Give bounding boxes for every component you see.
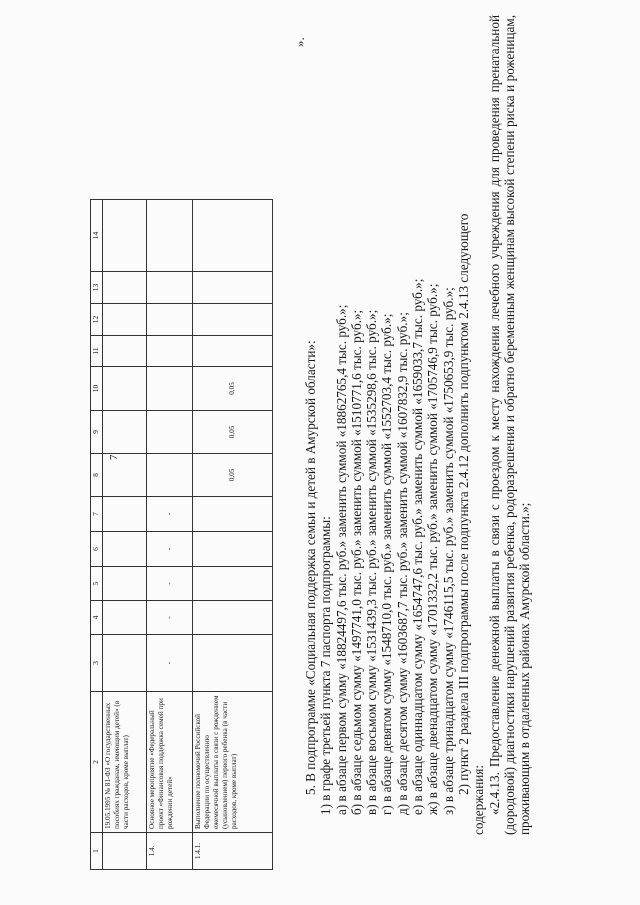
paragraph: е) в абзаце одиннадцатом сумму «1654747,6 тыс. руб.» заменить суммой «1659033,7 тыс. руб.»; [410, 278, 426, 815]
row-name: Выполнение полномочий Российской Федерации по осуществлению ежемесячной выплаты в связи с рождением (усыновлением) первого ребенка (в части расходов, кроме выплат) [193, 692, 273, 833]
header-cell: 6 [91, 532, 103, 567]
header-cell: 3 [91, 635, 103, 692]
row-name: Основное мероприятие «Федеральный проект «Финансовая поддержка семей при рождении детей» [147, 692, 193, 833]
row-name: 19.05.1995 № 81-ФЗ «О государственных пособиях гражданам, имеющим детей» (в части расходов, кроме выплат) [103, 692, 147, 833]
table-row [147, 200, 193, 870]
header-cell: 1 [91, 833, 103, 870]
header-cell: 12 [91, 304, 103, 336]
value-cell [193, 532, 273, 567]
value-cell [193, 272, 273, 304]
value-cell [147, 454, 193, 497]
page-number: 7 [108, 454, 120, 460]
value-cell [147, 411, 193, 454]
header-cell: 5 [91, 567, 103, 601]
value-cell: 0,05 [193, 454, 273, 497]
value-cell [193, 635, 273, 692]
paragraph: д) в абзаце десятом сумму «1603687,7 тыс. руб.» заменить суммой «1607832,9 тыс. руб.»; [394, 312, 410, 815]
paragraph: ж) в абзаце двенадцатом сумму «1701332,2 тыс. руб.» заменить суммой «1705746,9 тыс. руб.»; [425, 283, 441, 815]
value-cell [193, 200, 273, 272]
value-cell [147, 367, 193, 411]
paragraph: 1) в графе третьей пункта 7 паспорта подпрограммы: [318, 516, 334, 815]
value-cell [103, 367, 147, 411]
paragraph: 5. В подпрограмме «Социальная поддержка семьи и детей в Амурской области»: [303, 340, 318, 795]
row-code [103, 833, 147, 870]
header-cell: 14 [91, 200, 103, 272]
paragraph: б) в абзаце седьмом сумму «1497741,0 тыс. руб.» заменить суммой «1510771,6 тыс. руб.»; [348, 309, 364, 815]
header-cell: 7 [91, 497, 103, 532]
value-cell [193, 304, 273, 336]
value-cell [147, 200, 193, 272]
row-code: 1.4.1. [193, 833, 273, 870]
header-cell: 8 [91, 454, 103, 497]
value-cell [147, 336, 193, 367]
value-cell [103, 200, 147, 272]
paragraph: содержания: [471, 764, 487, 835]
value-cell [103, 304, 147, 336]
closing-quote-mark: ». [292, 37, 307, 47]
value-cell [103, 635, 147, 692]
value-cell: - [147, 601, 193, 635]
table-header-row [91, 200, 103, 870]
value-cell [193, 601, 273, 635]
value-cell [147, 272, 193, 304]
value-cell [103, 336, 147, 367]
paragraph: а) в абзаце первом сумму «18824497,6 тыс. руб.» заменить суммой «18862765,4 тыс. руб.»; [333, 304, 349, 815]
value-cell: - [147, 532, 193, 567]
value-cell [193, 336, 273, 367]
value-cell: - [147, 567, 193, 601]
document-body [303, 15, 533, 835]
value-cell [103, 272, 147, 304]
value-cell: - [147, 635, 193, 692]
paragraph: з) в абзаце тринадцатом сумму «1746115,5 тыс. руб.» заменить суммой «1750653,9 тыс. руб.»; [440, 287, 456, 815]
table-row [193, 200, 273, 870]
value-cell [103, 601, 147, 635]
header-cell: 11 [91, 336, 103, 367]
paragraph: «2.4.13. Предоставление денежной выплаты в связи с проездом к месту нахождения лечебного учреждения для проведения пренатальной (дородовой) диагностики нарушений развития ребенка, родоразрешения и обратно беременным женщинам высокой степени риска и роженицам, проживающим в отдаленных районах Амурской области.»; [486, 15, 533, 835]
value-cell [103, 567, 147, 601]
paragraph: в) в абзаце восьмом сумму «1531439,3 тыс. руб.» заменить суммой «1535298,6 тыс. руб.»; [364, 309, 380, 815]
header-cell: 2 [91, 692, 103, 833]
row-code: 1.4. [147, 833, 193, 870]
value-cell [193, 567, 273, 601]
value-cell [193, 497, 273, 532]
paragraph: 2) пункт 2 раздела III подпрограммы после подпункта 2.4.12 дополнить подпунктом 2.4.13 следующего [455, 213, 471, 795]
value-cell [103, 454, 147, 497]
value-cell: 0,05 [193, 367, 273, 411]
value-cell [147, 304, 193, 336]
header-cell: 4 [91, 601, 103, 635]
value-cell [103, 497, 147, 532]
budget-table [90, 199, 273, 870]
table-row [103, 200, 147, 870]
header-cell: 13 [91, 272, 103, 304]
value-cell [103, 411, 147, 454]
paragraph: г) в абзаце девятом сумму «1548710,0 тыс. руб.» заменить суммой «1552703,4 тыс. руб.»; [379, 313, 395, 815]
value-cell: 0,05 [193, 411, 273, 454]
value-cell [103, 532, 147, 567]
header-cell: 10 [91, 367, 103, 411]
value-cell: - [147, 497, 193, 532]
header-cell: 9 [91, 411, 103, 454]
